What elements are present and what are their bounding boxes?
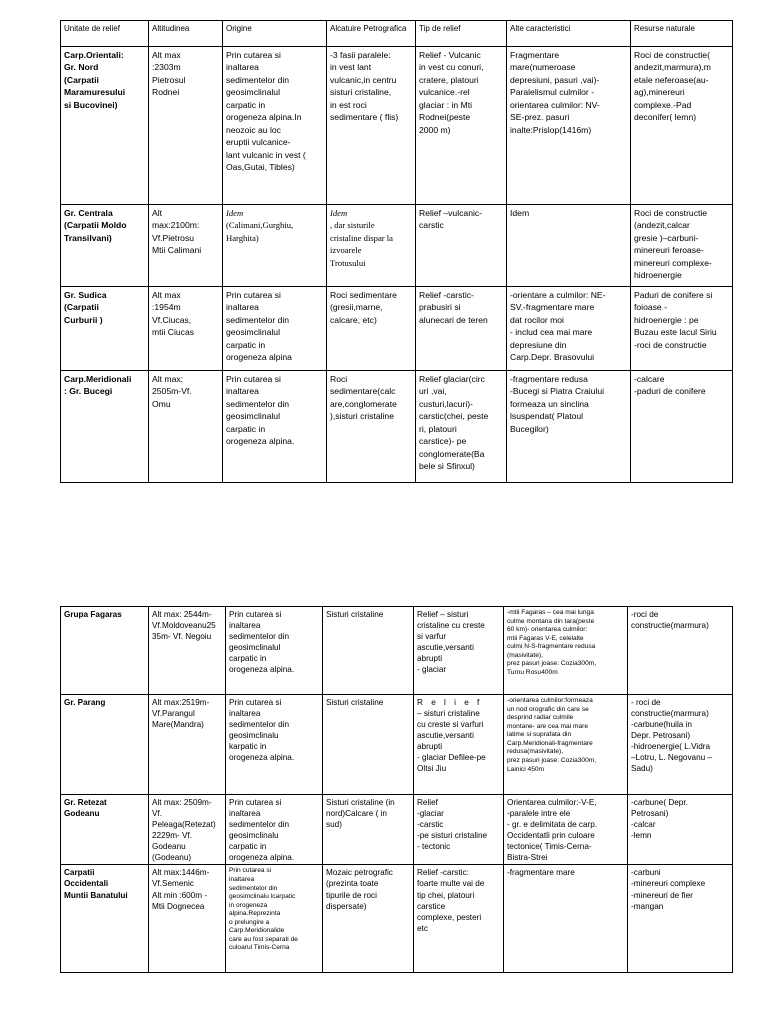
cell-unit: Gr. Retezat Godeanu [61, 795, 149, 865]
cell-origin: Prin cutarea si inaltarea sedimentelor din geosimclinalul carpatic in orogeneza alpina.In neozoic au loc eruptii vulcanice- lant vulcanic in vest ( Oas,Gutai, Tibles) [223, 47, 327, 205]
cell-relief-type: Relief glaciar(circ uri ,vai, custuri,lacuri)- carstic(chei, peste ri, platouri carstice)- pe conglomerate(Ba bele si Sfinxul) [416, 371, 507, 483]
cell-petrography: Sisturi cristaline (in nord)Calcare ( in sud) [323, 795, 414, 865]
cell-altitude: Alt max: 2509m- Vf. Peleaga(Retezat) 2229m- Vf. Godeanu (Godeanu) [149, 795, 226, 865]
relief-table-1 [60, 20, 733, 483]
table-row [61, 695, 733, 795]
cell-relief-type: Relief –vulcanic- carstic [416, 205, 507, 287]
cell-petrography [327, 205, 416, 287]
cell-relief-type: Relief -glaciar -carstic -pe sisturi cristaline - tectonic [414, 795, 504, 865]
cell-resources: - roci de constructie(marmura) -carbune(huila in Depr. Petrosani) -hidroenergie( L.Vidra –Lotru, L. Negovanu – Sadu) [628, 695, 733, 795]
table-row [61, 795, 733, 865]
cell-petrography: Sisturi cristaline [323, 695, 414, 795]
cell-other: -fragmentare redusa -Bucegi si Piatra Craiului formeaza un sinclina lsuspendat( Platoul Bucegilor) [507, 371, 631, 483]
cell-altitude: Alt max:1446m- Vf.Semenic Alt min :600m - Mtii Dognecea [149, 865, 226, 973]
cell-other: -orientarea culmilor:formeaza un nod orografic din care se desprind radiar culmile montane- are cea mai mare latime si suprafata din Carp.Meridionali-fragmentare redusa(masivitate), prez pasuri joase: Cozia300m, Lainici 450m [504, 695, 628, 795]
header-resources: Resurse naturale [631, 21, 733, 47]
cell-origin: Prin cutarea si inaltarea sedimentelor din geosimclinalul carpatic in orogeneza alpina [223, 287, 327, 371]
cell-resources: -calcare -paduri de conifere [631, 371, 733, 483]
cell-resources: Roci de constructie( andezit,marmura),m etale neferoase(au- ag),minereuri complexe.-Pad deconifer( lemn) [631, 47, 733, 205]
table-header-row [61, 21, 733, 47]
cell-petrography: Sisturi cristaline [323, 607, 414, 695]
cell-relief-type [414, 695, 504, 795]
cell-origin: Prin cutarea si inaltarea sedimentelor din geosimclinalu lcarpatic in orogeneza alpina.Reprezinta o prelungire a Carp.Meridionalide care au fost separati de culoarul Timis-Cerna [226, 865, 323, 973]
cell-origin: Prin cutarea si inaltarea sedimentelor din geosimclinalul carpatic in orogeneza alpina. [226, 607, 323, 695]
relief-table-2 [60, 606, 733, 973]
header-origin: Origine [223, 21, 327, 47]
idem-label: Idem [330, 208, 348, 218]
origin-text: (Calimani,Gurghiu, Harghita) [226, 220, 294, 243]
cell-resources: Paduri de conifere si foioase - hidroenergie : pe Buzau este lacul Siriu -roci de constructie [631, 287, 733, 371]
cell-other: -fragmentare mare [504, 865, 628, 973]
cell-origin: Prin cutarea si inaltarea sedimentelor din geosimclinalu carpatic in orogeneza alpina. [226, 795, 323, 865]
header-altitude: Altitudinea [149, 21, 223, 47]
cell-unit: Grupa Fagaras [61, 607, 149, 695]
cell-altitude: Alt max :1954m Vf.Ciucas, mtii Ciucas [149, 287, 223, 371]
cell-origin [223, 205, 327, 287]
cell-unit: Gr. Parang [61, 695, 149, 795]
idem-label: Idem [226, 208, 244, 218]
cell-petrography: Roci sedimentare (gresii,marne, calcare, etc) [327, 287, 416, 371]
header-unit: Unitate de relief [61, 21, 149, 47]
cell-unit: Carp.Orientali: Gr. Nord (Carpatii Maramuresului si Bucovinei) [61, 47, 149, 205]
cell-unit: Gr. Sudica (Carpatii Curburii ) [61, 287, 149, 371]
cell-altitude: Alt max :2303m Pietrosul Rodnei [149, 47, 223, 205]
table-row [61, 371, 733, 483]
cell-unit: Carpatii Occidentali Muntii Banatului [61, 865, 149, 973]
cell-resources: -carbune( Depr. Petrosani) -calcar -lemn [628, 795, 733, 865]
cell-resources: Roci de constructie (andezit,calcar gresie )–carbuni- minereuri feroase- minereuri complexe- hidroenergie [631, 205, 733, 287]
table-row [61, 205, 733, 287]
petrography-text: , dar sisturile cristaline dispar la izvoarele Trotusului [330, 220, 393, 268]
table-row [61, 47, 733, 205]
cell-relief-type: Relief – sisturi cristaline cu creste si varfur ascutie,versanti abrupti - glaciar [414, 607, 504, 695]
cell-origin: Prin cutarea si inaltarea sedimentelor din geosimclinalul carpatic in orogeneza alpina. [223, 371, 327, 483]
cell-altitude: Alt max:2100m: Vf.Pietrosu Mtii Calimani [149, 205, 223, 287]
cell-other: -orientare a culmilor: NE- SV.-fragmentare mare dat rocilor moi - includ cea mai mare depresiune din Carp.Depr. Brasovului [507, 287, 631, 371]
cell-unit: Gr. Centrala (Carpatii Moldo Transilvani) [61, 205, 149, 287]
relief-text: – sisturi cristaline cu creste si varfuri ascutie,versanti abrupti - glaciar Defilee-pe Oltsi Jiu [417, 709, 486, 774]
cell-other: Fragmentare mare(numeroase depresiuni, pasuri ,vai)- Paralelismul culmilor - orientarea culmilor: NV- SE-prez. pasuri inalte:Prislop(1416m) [507, 47, 631, 205]
cell-unit: Carp.Meridionali : Gr. Bucegi [61, 371, 149, 483]
cell-other: Orientarea culmilor:-V-E, -paralele intre ele - gr. e delimitata de carp. Occidentatli prin culoare tectonice( Timis-Cerna- Bistra-Strei [504, 795, 628, 865]
table-row [61, 287, 733, 371]
header-relief-type: Tip de relief [416, 21, 507, 47]
cell-relief-type: Relief -carstic- prabusiri si alunecari de teren [416, 287, 507, 371]
cell-relief-type: Relief - Vulcanic in vest cu conuri, cratere, platouri vulcanice.-rel glaciar : in Mti Rodnei(peste 2000 m) [416, 47, 507, 205]
table-row [61, 607, 733, 695]
cell-altitude: Alt max: 2505m-Vf. Omu [149, 371, 223, 483]
header-petrography: Alcatuire Petrografica [327, 21, 416, 47]
cell-other: Idem [507, 205, 631, 287]
cell-relief-type: Relief -carstic: foarte multe vai de tip chei, platouri carstice complexe, pesteri etc [414, 865, 504, 973]
cell-petrography: Roci sedimentare(calc are,conglomerate ),sisturi cristaline [327, 371, 416, 483]
header-other: Alte caracteristici [507, 21, 631, 47]
cell-altitude: Alt max: 2544m- Vf.Moldoveanu25 35m- Vf. Negoiu [149, 607, 226, 695]
cell-other: -mtii Fagaras – cea mai lunga culme montana din tara(peste 60 km)- orientarea culmilor: mtii Fagaras V-E, celelalte culmi N-S-fragmentare redusa (masivitate), prez pasuri joase: Cozia300m, Turnu Rosu400m [504, 607, 628, 695]
cell-petrography: Mozaic petrografic (prezinta toate tipurile de roci dispersate) [323, 865, 414, 973]
table-row [61, 865, 733, 973]
cell-altitude: Alt max:2519m- Vf.Parangul Mare(Mandra) [149, 695, 226, 795]
relief-heading: R e l i e f [417, 698, 483, 707]
cell-petrography: -3 fasii paralele: in vest lant vulcanic,in centru sisturi cristaline, in est roci sedimentare ( flis) [327, 47, 416, 205]
cell-resources: -roci de constructie(marmura) [628, 607, 733, 695]
cell-origin: Prin cutarea si inaltarea sedimentelor din geosimclinalu karpatic in orogeneza alpina. [226, 695, 323, 795]
cell-resources: -carbuni -minereuri complexe -minereuri de fier -mangan [628, 865, 733, 973]
